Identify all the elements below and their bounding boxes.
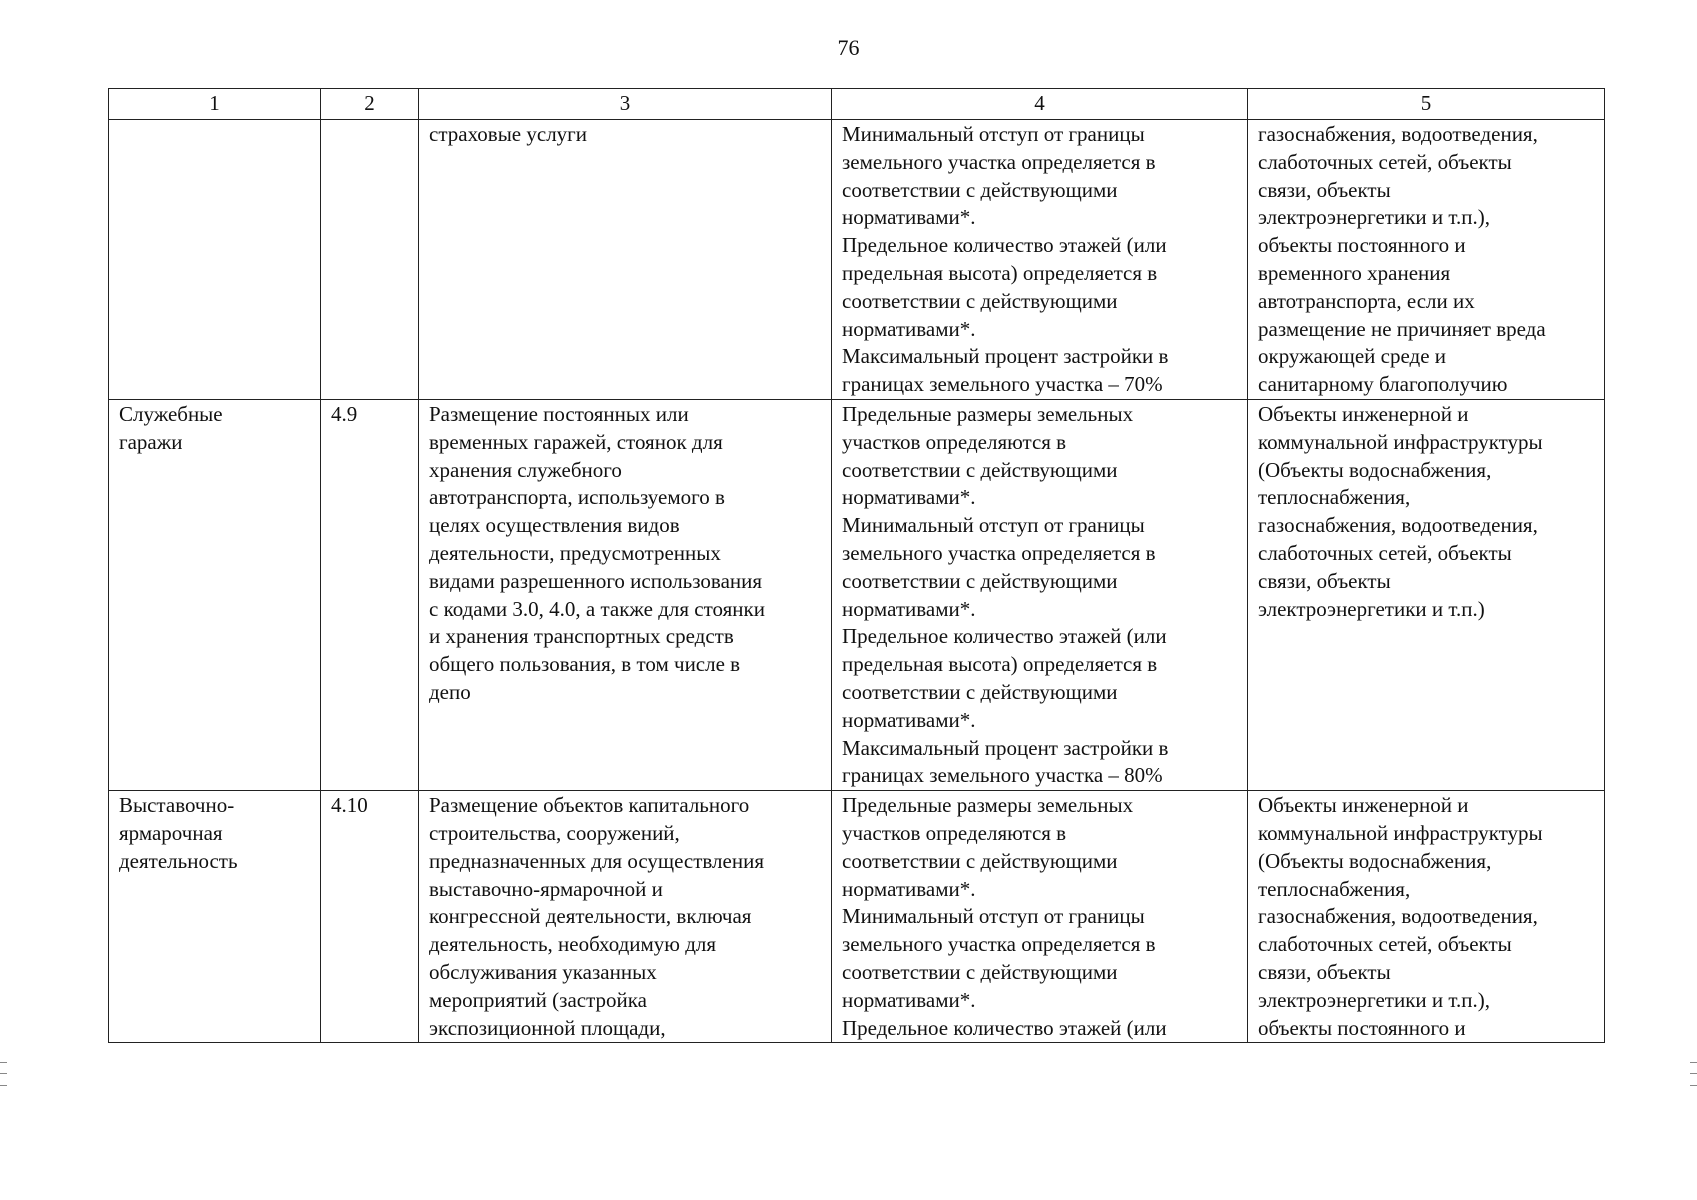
cell-text-line: слаботочных сетей, объекты (1258, 932, 1512, 957)
cell-text-line: нормативами*. (842, 707, 976, 732)
cell-text-line: временного хранения (1258, 260, 1451, 285)
cell-text-line: нормативами*. (842, 987, 976, 1012)
use-parameters-cell (832, 120, 1248, 400)
cell-text-line: выставочно-ярмарочной и (429, 876, 663, 901)
cell-text-line: Служебные (119, 402, 223, 426)
page-number: 76 (837, 35, 860, 60)
cell-text-line: окружающей среде и (1258, 344, 1447, 369)
cell-text-line: деятельности, предусмотренных (429, 540, 721, 565)
cell-text-line: газоснабжения, водоотведения, (1258, 513, 1538, 538)
cell-text-line: Размещение объектов капитального (429, 793, 750, 818)
cell-text-line: депо (429, 679, 471, 704)
use-name-cell (109, 120, 321, 400)
use-parameters-cell (832, 400, 1248, 791)
scan-edge-mark-right (1690, 1062, 1697, 1086)
cell-text-line: автотранспорта, используемого в (429, 485, 725, 510)
cell-text-line: участков определяются в (842, 820, 1067, 845)
cell-text-line: строительства, сооружений, (429, 820, 680, 845)
cell-text-line: деятельность, необходимую для (429, 932, 717, 957)
cell-text-line: с кодами 3.0, 4.0, а также для стоянки (429, 596, 765, 621)
cell-text-line: Минимальный отступ от границы (842, 904, 1145, 929)
cell-text-line: Объекты инженерной и (1258, 402, 1469, 426)
cell-text-line: соответствии с действующими (842, 848, 1118, 873)
cell-text-line: электроэнергетики и т.п.), (1258, 987, 1490, 1012)
auxiliary-uses-cell (1248, 120, 1605, 400)
cell-text-line: границах земельного участка – 80% (842, 763, 1163, 788)
cell-text-line: предельная высота) определяется в (842, 652, 1158, 677)
table-row (109, 400, 1605, 791)
cell-text-line: гаражи (119, 429, 183, 454)
cell-text-line: видами разрешенного использования (429, 568, 763, 593)
use-code-cell (321, 791, 419, 1043)
cell-text-line: ярмарочная (119, 820, 223, 845)
cell-text-line: коммунальной инфраструктуры (1258, 820, 1543, 845)
use-description-cell (419, 791, 832, 1043)
use-code-cell (321, 400, 419, 791)
cell-text-line: границах земельного участка – 70% (842, 372, 1163, 397)
use-name-cell (109, 791, 321, 1043)
column-header-4: 4 (832, 89, 1248, 120)
use-code-cell (321, 120, 419, 400)
column-header-1: 1 (109, 89, 321, 120)
cell-text-line: слаботочных сетей, объекты (1258, 149, 1512, 174)
cell-text-line: и хранения транспортных средств (429, 624, 734, 649)
cell-text-line: деятельность (119, 848, 238, 873)
cell-text-line: электроэнергетики и т.п.), (1258, 205, 1490, 230)
cell-text-line: земельного участка определяется в (842, 932, 1156, 957)
use-name-cell (109, 400, 321, 791)
scan-edge-mark-left (0, 1062, 7, 1086)
cell-text-line: нормативами*. (842, 205, 976, 230)
cell-text-line: коммунальной инфраструктуры (1258, 429, 1543, 454)
cell-text-line: соответствии с действующими (842, 177, 1118, 202)
cell-text-line: объекты постоянного и (1258, 233, 1466, 258)
cell-text-line: нормативами*. (842, 596, 976, 621)
cell-text-line: соответствии с действующими (842, 288, 1118, 313)
cell-text-line: предельная высота) определяется в (842, 260, 1158, 285)
cell-text-line: Предельные размеры земельных (842, 793, 1134, 818)
cell-text-line: (Объекты водоснабжения, (1258, 848, 1492, 873)
cell-text-line: мероприятий (застройка (429, 987, 647, 1012)
column-header-5: 5 (1248, 89, 1605, 120)
cell-text-line: газоснабжения, водоотведения, (1258, 122, 1538, 146)
cell-text-line: размещение не причиняет вреда (1258, 316, 1546, 341)
cell-text-line: теплоснабжения, (1258, 485, 1411, 510)
cell-text-line: Минимальный отступ от границы (842, 122, 1145, 146)
table-row (109, 120, 1605, 400)
cell-text-line: страховые услуги (429, 122, 588, 146)
use-description-cell (419, 120, 832, 400)
cell-text-line: временных гаражей, стоянок для (429, 429, 723, 454)
cell-text-line: обслуживания указанных (429, 959, 657, 984)
cell-text-line: экспозиционной площади, (429, 1015, 666, 1040)
use-description-cell (419, 400, 832, 791)
column-header-2: 2 (321, 89, 419, 120)
cell-text-line: участков определяются в (842, 429, 1067, 454)
cell-text-line: (Объекты водоснабжения, (1258, 457, 1492, 482)
cell-text-line: объекты постоянного и (1258, 1015, 1466, 1040)
cell-text-line: Максимальный процент застройки в (842, 735, 1169, 760)
table-row (109, 791, 1605, 1043)
cell-text-line: Предельные размеры земельных (842, 402, 1134, 426)
cell-text-line: нормативами*. (842, 316, 976, 341)
cell-text-line: Объекты инженерной и (1258, 793, 1469, 818)
cell-text-line: соответствии с действующими (842, 959, 1118, 984)
cell-text-line: предназначенных для осуществления (429, 848, 764, 873)
cell-text-line: нормативами*. (842, 485, 976, 510)
cell-text-line: газоснабжения, водоотведения, (1258, 904, 1538, 929)
cell-text-line: связи, объекты (1258, 959, 1391, 984)
cell-text-line: Предельное количество этажей (или (842, 233, 1167, 258)
cell-text-line: теплоснабжения, (1258, 876, 1411, 901)
cell-text-line: земельного участка определяется в (842, 540, 1156, 565)
cell-text-line: конгрессной деятельности, включая (429, 904, 752, 929)
cell-text-line: электроэнергетики и т.п.) (1258, 596, 1485, 621)
use-parameters-cell (832, 791, 1248, 1043)
cell-text-line: Предельное количество этажей (или (842, 1015, 1167, 1040)
table-header-row (109, 89, 1605, 120)
cell-text-line: соответствии с действующими (842, 568, 1118, 593)
cell-text-line: хранения служебного (429, 457, 622, 482)
cell-text-line: слаботочных сетей, объекты (1258, 540, 1512, 565)
cell-text-line: 4.10 (331, 793, 368, 818)
cell-text-line: Предельное количество этажей (или (842, 624, 1167, 649)
land-use-table (108, 88, 1605, 1043)
cell-text-line: Минимальный отступ от границы (842, 513, 1145, 538)
cell-text-line: соответствии с действующими (842, 457, 1118, 482)
cell-text-line: земельного участка определяется в (842, 149, 1156, 174)
cell-text-line: связи, объекты (1258, 177, 1391, 202)
cell-text-line: нормативами*. (842, 876, 976, 901)
cell-text-line: связи, объекты (1258, 568, 1391, 593)
auxiliary-uses-cell (1248, 400, 1605, 791)
cell-text-line: Выставочно- (119, 793, 235, 818)
cell-text-line: 4.9 (331, 402, 358, 426)
cell-text-line: Максимальный процент застройки в (842, 344, 1169, 369)
cell-text-line: санитарному благополучию (1258, 372, 1508, 397)
cell-text-line: автотранспорта, если их (1258, 288, 1475, 313)
cell-text-line: целях осуществления видов (429, 513, 680, 538)
cell-text-line: Размещение постоянных или (429, 402, 689, 426)
column-header-3: 3 (419, 89, 832, 120)
cell-text-line: соответствии с действующими (842, 679, 1118, 704)
auxiliary-uses-cell (1248, 791, 1605, 1043)
cell-text-line: общего пользования, в том числе в (429, 652, 741, 677)
